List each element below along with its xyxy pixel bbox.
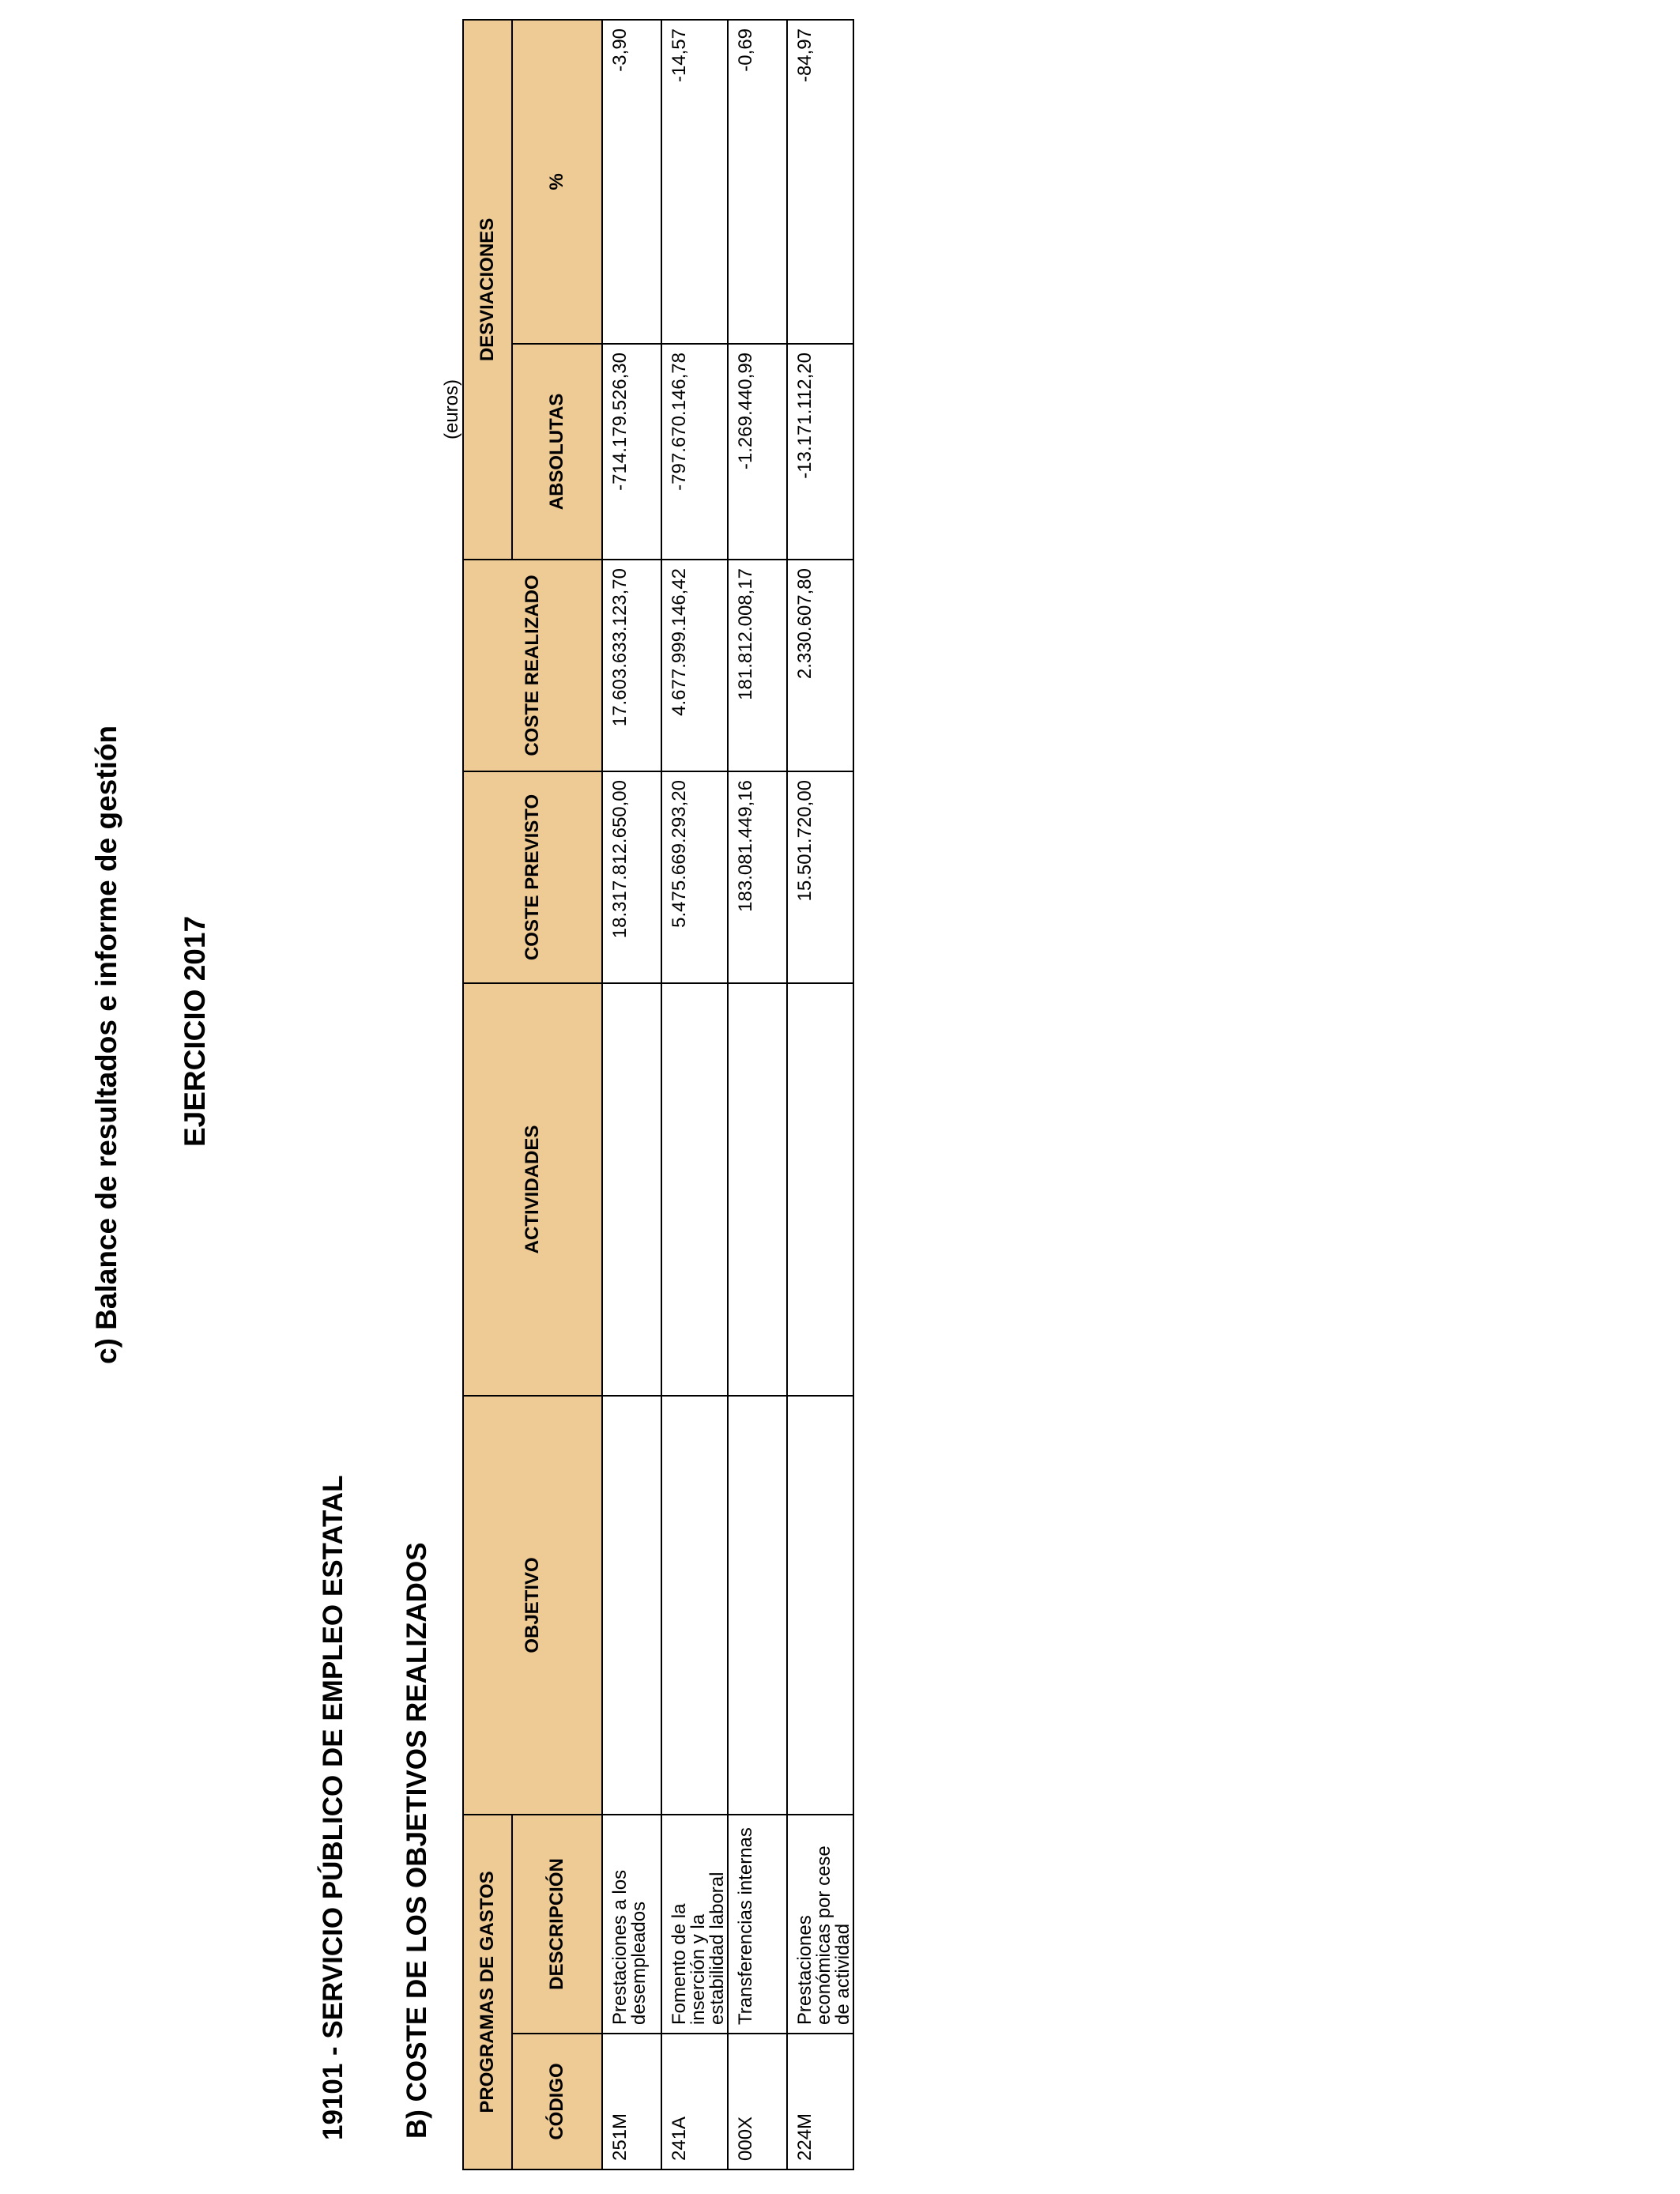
- cell-objetivo: [728, 1396, 787, 1815]
- cell-coste-realizado: 2.330.607,80: [787, 560, 853, 771]
- units-note: (euros): [441, 379, 462, 439]
- cell-codigo: 000X: [728, 2034, 787, 2169]
- cell-coste-realizado: 17.603.633.123,70: [602, 560, 661, 771]
- cell-absolutas: -797.670.146,78: [661, 344, 728, 560]
- table-row: [787, 20, 853, 2169]
- header-programas-de-gastos: PROGRAMAS DE GASTOS: [463, 1815, 512, 2169]
- cell-objetivo: [602, 1396, 661, 1815]
- cell-actividades: [602, 983, 661, 1396]
- cell-coste-previsto: 183.081.449,16: [728, 771, 787, 983]
- table-row: [728, 20, 787, 2169]
- cell-actividades: [661, 983, 728, 1396]
- cell-percent: -14,57: [661, 20, 728, 344]
- cell-percent: -84,97: [787, 20, 853, 344]
- cell-coste-realizado: 4.677.999.146,42: [661, 560, 728, 771]
- header-codigo: CÓDIGO: [512, 2034, 602, 2169]
- header-absolutas: ABSOLUTAS: [512, 344, 602, 560]
- cell-codigo: 241A: [661, 2034, 728, 2169]
- header-desviaciones: DESVIACIONES: [463, 20, 512, 560]
- cell-coste-previsto: 5.475.669.293,20: [661, 771, 728, 983]
- cell-objetivo: [787, 1396, 853, 1815]
- cell-descripcion: Fomento de la inserción y la estabilidad laboral: [661, 1815, 728, 2034]
- cell-percent: -3,90: [602, 20, 661, 344]
- header-descripcion: DESCRIPCIÓN: [512, 1815, 602, 2034]
- cell-codigo: 224M: [787, 2034, 853, 2169]
- cell-percent: -0,69: [728, 20, 787, 344]
- cell-absolutas: -1.269.440,99: [728, 344, 787, 560]
- costs-table: [462, 19, 854, 2170]
- header-coste-previsto: COSTE PREVISTO: [463, 771, 602, 983]
- cell-coste-previsto: 15.501.720,00: [787, 771, 853, 983]
- document-title: c) Balance de resultados e informe de gestión: [90, 725, 122, 1364]
- cell-objetivo: [661, 1396, 728, 1815]
- header-percent: %: [512, 20, 602, 344]
- header-coste-realizado: COSTE REALIZADO: [463, 560, 602, 771]
- cell-coste-previsto: 18.317.812.650,00: [602, 771, 661, 983]
- cell-actividades: [787, 983, 853, 1396]
- entity-name: 19101 - SERVICIO PÚBLICO DE EMPLEO ESTATAL: [318, 1475, 348, 2140]
- cell-descripcion: Prestaciones a los desempleados: [602, 1815, 661, 2034]
- cell-coste-realizado: 181.812.008,17: [728, 560, 787, 771]
- section-title: B) COSTE DE LOS OBJETIVOS REALIZADOS: [401, 1542, 432, 2139]
- header-actividades: ACTIVIDADES: [463, 983, 602, 1396]
- cell-descripcion: Transferencias internas: [728, 1815, 787, 2034]
- cell-codigo: 251M: [602, 2034, 661, 2169]
- fiscal-year: EJERCICIO 2017: [179, 915, 211, 1147]
- cell-absolutas: -714.179.526,30: [602, 344, 661, 560]
- cell-descripcion: Prestaciones económicas por cese de actividad: [787, 1815, 853, 2034]
- header-objetivo: OBJETIVO: [463, 1396, 602, 1815]
- table-row: [661, 20, 728, 2169]
- cell-absolutas: -13.171.112,20: [787, 344, 853, 560]
- table-row: [602, 20, 661, 2169]
- cell-actividades: [728, 983, 787, 1396]
